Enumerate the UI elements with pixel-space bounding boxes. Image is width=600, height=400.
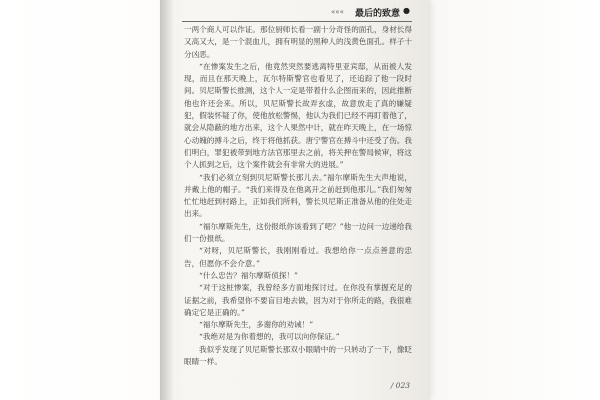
chapter-title: 最后的致意 [354, 9, 400, 19]
paragraph: “我绝对是为你着想的，我可以向你保证。” [199, 332, 340, 342]
header-divider [182, 21, 412, 22]
paragraph: “福尔摩斯先生，多谢你的劝诫！” [199, 320, 314, 330]
header-chevron-marks: ««« [331, 8, 344, 16]
paragraph: 一两个商人可以作证。那位厨师长看一副十分奇怪的面孔，身材长得又高又大，是一个混血儿，拥有明显的黑种人的浅黄色面孔。样子十分凶恶。 [184, 25, 412, 59]
page-body [184, 24, 412, 368]
book-spine-shadow [160, 0, 174, 400]
paragraph: “在惨案发生之后，他竟然突然要逃离特里亚宾邸，从而被人发现，而且在那天晚上，瓦尔特斯警官也看见了，还追踪了他一段时间。贝尼斯警长推测，这个人一定是带着什么企图而来的，因此推断他也许还会来。所以，贝尼斯警长故弄玄虚，故意放走了真的嫌疑犯，假装怀疑了你，使他放松警惕，他认为我们已经不再盯着他了，就会从隐蔽的地方出来，这个人果然中计，就在昨天晚上，在一场惊心动魄的搏斗之后，终于将他抓获。唐宁警官在搏斗中还受了伤。我们明白，罪犯被带到地方法官那里去之前，将关押在警局候审，将这个人抓到之后，这个案件就会有非常大的进展。” [184, 61, 412, 170]
paragraph: “对呀，贝尼斯警长，我刚刚看过。我想给你一点点善意的忠告，但愿你不会介意。” [184, 246, 412, 268]
page-number: / 023 [390, 381, 410, 390]
paragraph: “我们必须立刻到贝尼斯警长那儿去。”福尔摩斯先生大声地说，并戴上他的帽子。“我们来得及在他离开之前赶到他那儿。”我们匆匆忙忙地赶到村路上，正如我们所料，警长贝尼斯正准备从他的住处走出来。 [184, 172, 412, 219]
running-header [180, 4, 412, 22]
bullet-icon: ● [403, 6, 410, 15]
paragraph: “对于这桩惨案，我曾经多方面地探讨过。在你没有掌握充足的证据之前，我希望你不要盲目地去做，因为对于你所走的路，我很难确定它是正确的。” [184, 283, 412, 317]
paragraph: “福尔摩斯先生，这份报纸你该看到了吧？”他一边问一边递给我们一份报纸。 [184, 221, 412, 244]
paragraph: “什么忠告？福尔摩斯侦探！” [199, 270, 298, 280]
paragraph: 我似乎发现了贝尼斯警长那双小眼睛中的一只转动了一下，像眨眼睛一样。 [184, 344, 412, 367]
